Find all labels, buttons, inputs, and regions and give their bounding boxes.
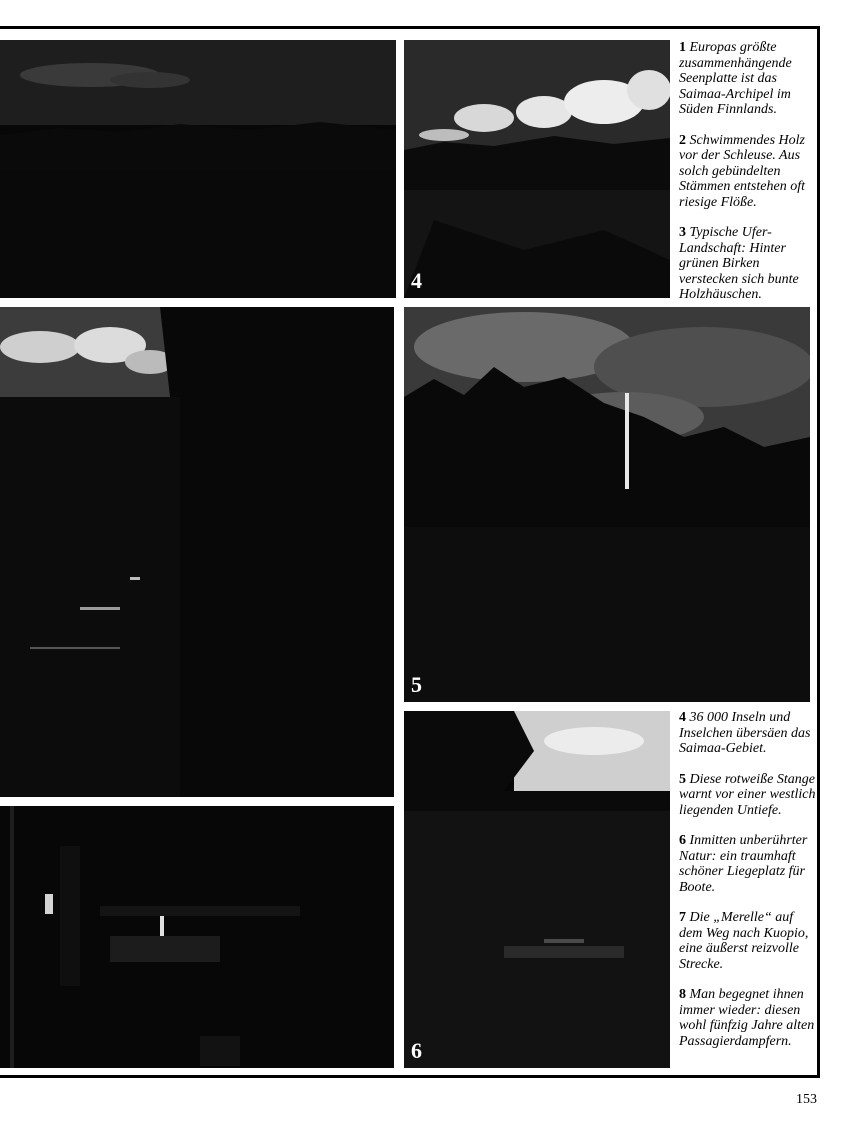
caption-2: 2 Schwimmendes Holz vor der Schleuse. Aus solch gebündelten Stämmen entstehen oft riesige Flöße. [679,132,805,210]
caption-4: 4 36 000 Inseln und Inselchen übersäen das Saimaa-Gebiet. [679,710,811,756]
photo-5-warning-pole [404,307,810,702]
photo-1-lake-panorama [0,40,396,298]
captions-bottom [679,710,817,1064]
photo-number-5: 5 [411,672,422,697]
captions-top [679,40,817,318]
caption-5: 5 Diese rotweiße Stange warnt vor einer westlich liegenden Untiefe. [679,771,816,818]
caption-1: 1 Europas größte zusammenhängende Seenplatte ist das Saimaa-Archipel im Süden Finnlands. [679,40,792,117]
page-number: 153 [796,1092,817,1107]
caption-6: 6 Inmitten unberührter Natur: ein traumhaft schöner Liegeplatz für Boote. [679,833,808,895]
photo-6-mooring [404,711,670,1068]
photo-3-shore-landscape [0,806,394,1068]
caption-8: 8 Man begegnet ihnen immer wieder: diesen wohl fünfzig Jahre alten Passagierdampfern. [679,987,815,1049]
caption-3: 3 Typische Ufer-Landschaft: Hinter grünen Birken verstecken sich bunte Holzhäuschen. [679,225,799,302]
photo-number-6: 6 [411,1038,422,1063]
photo-4-islands [404,40,670,298]
photo-2-floating-logs [0,307,394,797]
photo-number-4: 4 [411,268,422,293]
caption-7: 7 Die „Merelle“ auf dem Weg nach Kuopio, eine äußerst reizvolle Strecke. [679,910,809,972]
